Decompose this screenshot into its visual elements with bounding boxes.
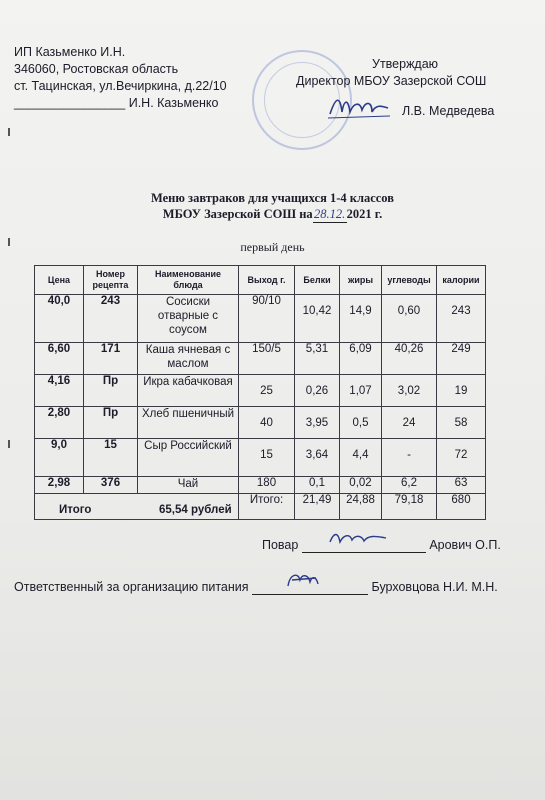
cell-dish: Икра кабачковая [138,375,239,407]
cell-carbs: 6,2 [382,477,437,494]
total-sum: 65,54 рублей [159,504,232,516]
cell-yield: 25 [239,375,295,407]
total-itogo: Итого: [239,494,295,520]
header-fat: жиры [340,266,382,295]
cook-signature-line [302,538,426,553]
responsible-line [14,580,498,595]
margin-mark [8,440,10,448]
responsible-label: Ответственный за организацию питания [14,580,249,594]
cell-protein: 0,1 [295,477,340,494]
table-header-row [35,266,486,295]
menu-title [0,190,545,223]
supplier-name: ИП Казьменко И.Н. [14,45,126,59]
total-label: Итого [59,504,92,516]
cell-carbs: 40,26 [382,343,437,375]
cell-carbs: 3,02 [382,375,437,407]
header-yield: Выход г. [239,266,295,295]
cell-dish: Сосиски отварные с соусом [138,295,239,343]
total-protein: 21,49 [295,494,340,520]
table-row [35,477,486,494]
cook-name: Арович О.П. [429,538,501,552]
title-year: 2021 г. [346,207,383,221]
cell-fat: 6,09 [340,343,382,375]
cell-fat: 0,5 [340,407,382,439]
cook-line [262,538,501,553]
cell-recipe: 15 [84,439,138,477]
header-dish: Наименование блюда [138,266,239,295]
cell-kcal: 63 [437,477,486,494]
approval-name: Л.В. Медведева [402,104,495,118]
responsible-name: Бурховцова Н.И. М.Н. [371,580,498,594]
cell-recipe: 171 [84,343,138,375]
cell-fat: 1,07 [340,375,382,407]
cell-kcal: 243 [437,295,486,343]
cell-recipe: 376 [84,477,138,494]
cell-price: 9,0 [35,439,84,477]
cell-kcal: 72 [437,439,486,477]
approval-position: Директор МБОУ Зазерской СОШ [296,74,487,88]
cell-price: 4,16 [35,375,84,407]
cell-fat: 14,9 [340,295,382,343]
cell-price: 2,80 [35,407,84,439]
cell-dish: Каша ячневая с маслом [138,343,239,375]
cook-label: Повар [262,538,299,552]
cell-recipe: Пр [84,375,138,407]
cell-dish: Чай [138,477,239,494]
cell-dish: Сыр Российский [138,439,239,477]
table-row [35,375,486,407]
supplier-address-1: 346060, Ростовская область [14,62,179,76]
cell-carbs: 0,60 [382,295,437,343]
total-label-cell [35,494,239,520]
total-carbs: 79,18 [382,494,437,520]
cell-kcal: 19 [437,375,486,407]
cell-carbs: 24 [382,407,437,439]
cook-signature [302,528,426,548]
title-line-2 [0,206,545,223]
day-label: первый день [240,240,305,254]
responsible-signature [252,570,368,590]
cell-yield: 150/5 [239,343,295,375]
director-signature [326,90,392,124]
total-fat: 24,88 [340,494,382,520]
cell-carbs: - [382,439,437,477]
cell-kcal: 249 [437,343,486,375]
table-row [35,407,486,439]
table-row [35,295,486,343]
table-total-row [35,494,486,520]
cell-protein: 3,64 [295,439,340,477]
table-row [35,439,486,477]
cell-protein: 3,95 [295,407,340,439]
header-price: Цена [35,266,84,295]
cell-yield: 40 [239,407,295,439]
cell-fat: 4,4 [340,439,382,477]
cell-yield: 180 [239,477,295,494]
cell-price: 6,60 [35,343,84,375]
cell-fat: 0,02 [340,477,382,494]
total-kcal: 680 [437,494,486,520]
header-carbs: углеводы [382,266,437,295]
cell-dish: Хлеб пшеничный [138,407,239,439]
supplier-address-2: ст. Тацинская, ул.Вечиркина, д.22/10 [14,79,227,93]
handwritten-date: 28.12. [314,207,346,221]
header-kcal: калории [437,266,486,295]
cell-recipe: 243 [84,295,138,343]
cell-protein: 0,26 [295,375,340,407]
approval-word: Утверждаю [372,57,439,71]
cell-recipe: Пр [84,407,138,439]
cell-protein: 10,42 [295,295,340,343]
supplier-signature-line: ________________ И.Н. Казьменко [14,96,219,110]
header-protein: Белки [295,266,340,295]
cell-kcal: 58 [437,407,486,439]
title-prefix: МБОУ Зазерской СОШ на [162,207,313,221]
approval-block [292,56,494,120]
cell-price: 40,0 [35,295,84,343]
cell-yield: 90/10 [239,295,295,343]
cell-yield: 15 [239,439,295,477]
responsible-signature-line [252,580,368,595]
supplier-block [14,44,227,112]
cell-protein: 5,31 [295,343,340,375]
menu-table [34,265,486,520]
table-row [35,343,486,375]
margin-mark [8,128,10,136]
cell-price: 2,98 [35,477,84,494]
header-recipe: Номер рецепта [84,266,138,295]
title-line-1: Меню завтраков для учащихся 1-4 классов [150,191,394,205]
